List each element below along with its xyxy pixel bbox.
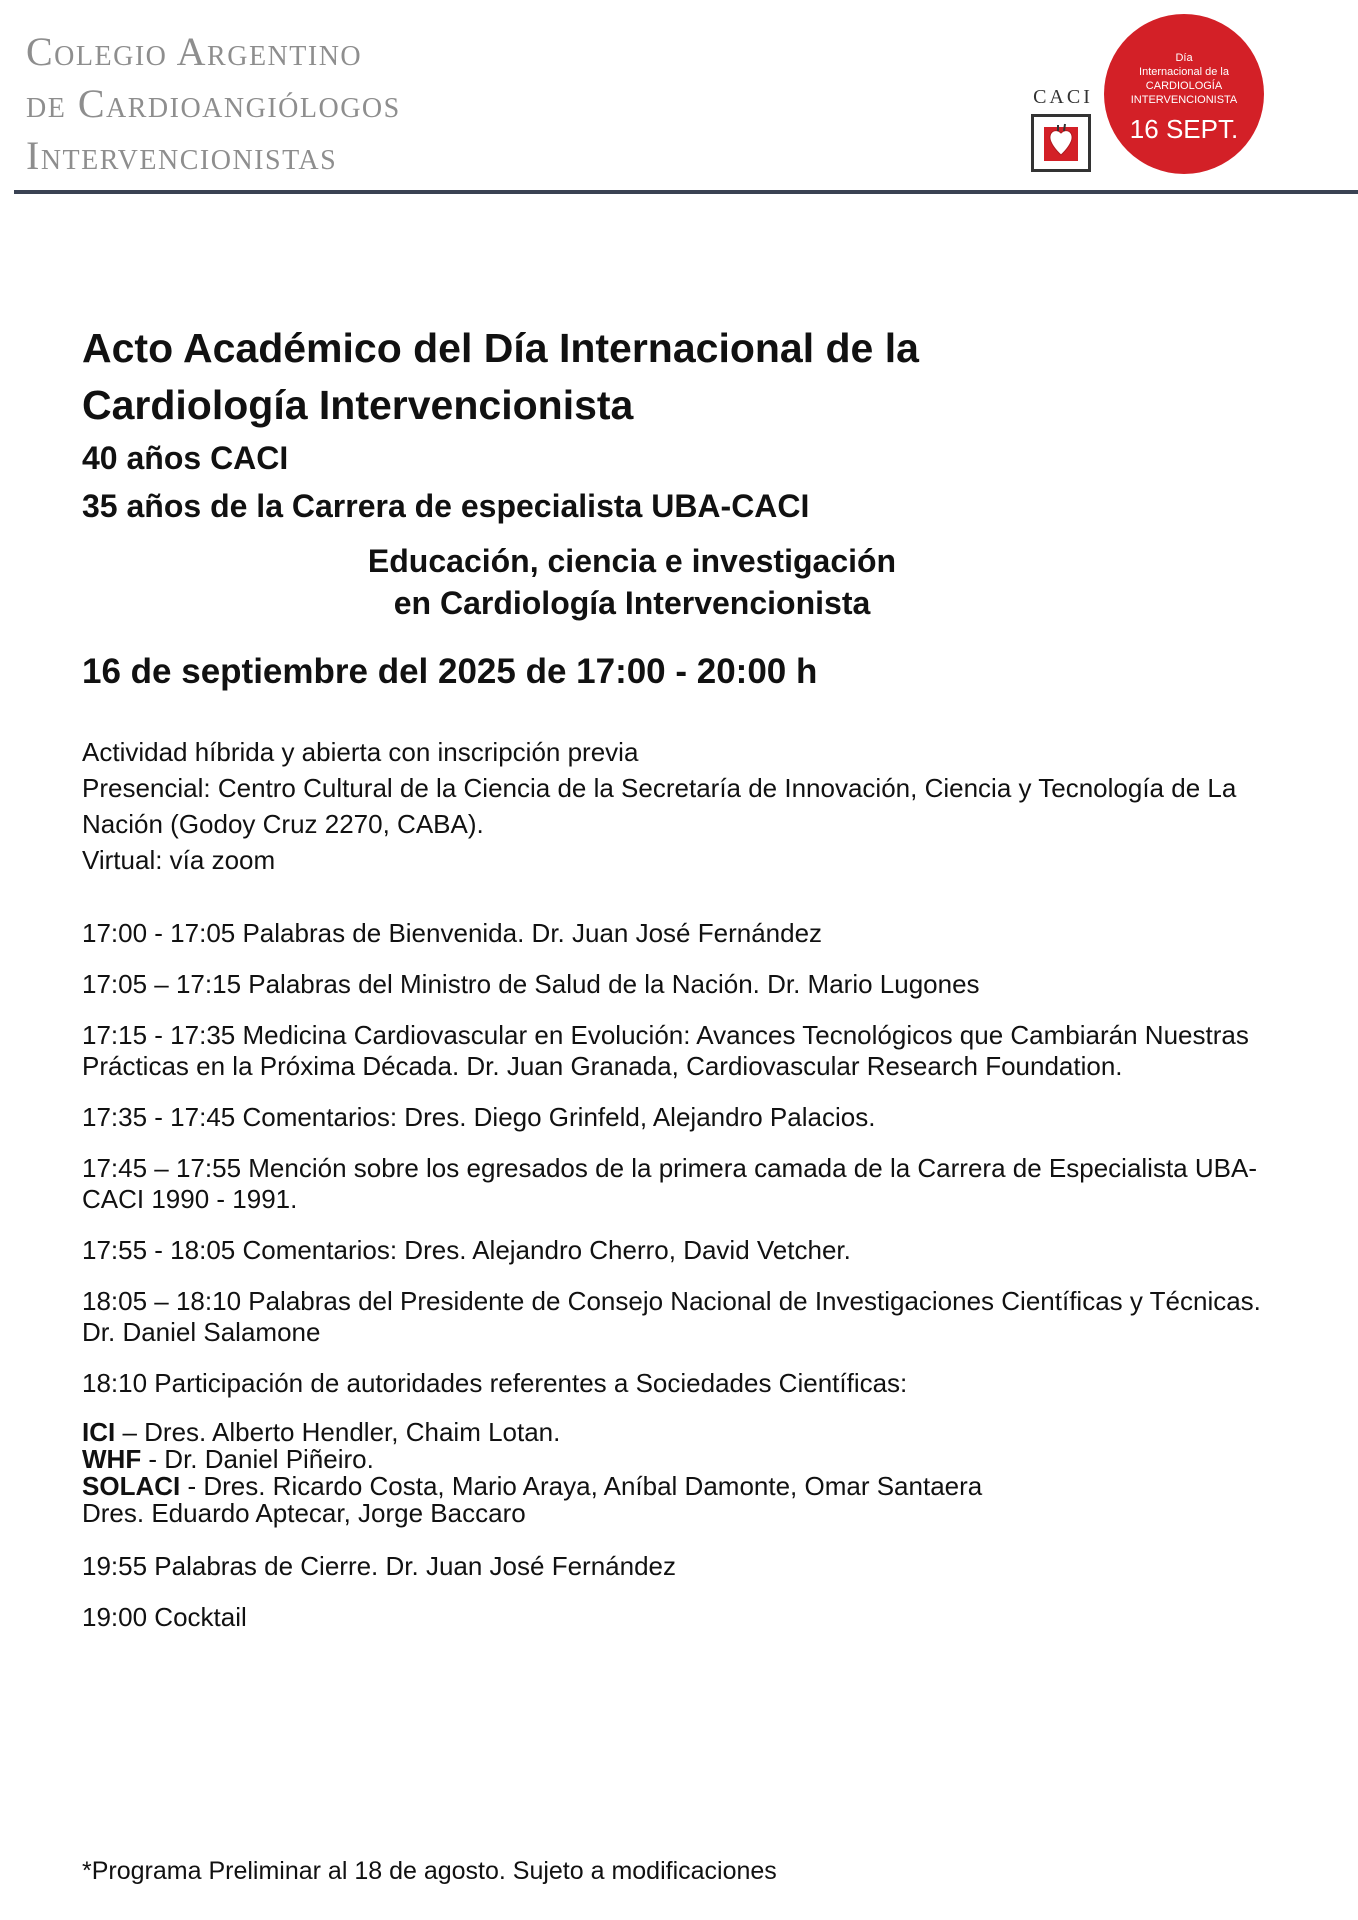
program-item-cocktail: 19:00 Cocktail	[82, 1602, 247, 1632]
international-day-badge	[1104, 14, 1264, 174]
society-abbr: WHF	[82, 1444, 142, 1474]
program-list	[82, 918, 1282, 1633]
event-subtitle-2: 35 años de la Carrera de especialista UBA-CACI	[82, 488, 810, 524]
badge-line-2: Internacional de la	[1139, 66, 1229, 78]
society-abbr: ICI	[82, 1417, 116, 1447]
badge-date: 16 SEPT.	[1129, 114, 1239, 144]
footer-note: *Programa Preliminar al 18 de agosto. Sujeto a modificaciones	[82, 1857, 777, 1885]
society-whf	[82, 1446, 1282, 1473]
main-content	[82, 320, 1282, 1653]
program-item: 17:05 – 17:15 Palabras del Ministro de Salud de la Nación. Dr. Mario Lugones	[82, 969, 980, 999]
header-divider	[14, 190, 1358, 194]
event-date: 16 de septiembre del 2025 de 17:00 - 20:00 h	[82, 652, 818, 691]
org-name-line-2: de Cardioangiólogos	[26, 81, 401, 126]
society-extra-members: Dres. Eduardo Aptecar, Jorge Baccaro	[82, 1498, 526, 1528]
society-abbr: SOLACI	[82, 1471, 181, 1501]
event-title-line-2: Cardiología Intervencionista	[82, 382, 634, 428]
caci-logo-text: CACI	[1033, 86, 1093, 108]
society-members: - Dr. Daniel Piñeiro.	[141, 1444, 374, 1474]
society-members: – Dres. Alberto Hendler, Chaim Lotan.	[115, 1417, 561, 1447]
program-item: 17:55 - 18:05 Comentarios: Dres. Alejandro Cherro, David Vetcher.	[82, 1235, 851, 1265]
badge-line-1: Día	[1175, 52, 1193, 64]
society-solaci	[82, 1473, 1282, 1500]
program-item: 17:00 - 17:05 Palabras de Bienvenida. Dr. Juan José Fernández	[82, 918, 823, 948]
event-subtitle-1: 40 años CACI	[82, 440, 289, 476]
page-header	[0, 0, 1358, 200]
societies-list	[82, 1419, 1282, 1527]
theme-line-2: en Cardiología Intervencionista	[393, 585, 871, 621]
program-item-closing: 19:55 Palabras de Cierre. Dr. Juan José Fernández	[82, 1551, 677, 1581]
program-item: 18:10 Participación de autoridades referentes a Sociedades Científicas:	[82, 1368, 908, 1398]
theme-line-1: Educación, ciencia e investigación	[367, 543, 897, 579]
program-item: 17:15 - 17:35 Medicina Cardiovascular en Evolución: Avances Tecnológicos que Cambiarán Nuestras Prácticas en la Próxima Década. Dr. Juan Granada, Cardiovascular Research Foundation.	[82, 1020, 1249, 1081]
info-venue: Presencial: Centro Cultural de la Ciencia de la Secretaría de Innovación, Ciencia y Tecnología de La Nación (Godoy Cruz 2270, CABA).	[82, 773, 1237, 839]
info-modality: Actividad híbrida y abierta con inscripción previa	[82, 737, 639, 767]
program-item: 17:35 - 17:45 Comentarios: Dres. Diego Grinfeld, Alejandro Palacios.	[82, 1102, 876, 1132]
event-info	[82, 734, 1282, 878]
badge-line-3: CARDIOLOGÍA	[1145, 80, 1223, 92]
info-virtual: Virtual: vía zoom	[82, 845, 276, 875]
event-title-line-1: Acto Académico del Día Internacional de la	[82, 325, 919, 371]
program-item: 17:45 – 17:55 Mención sobre los egresados de la primera camada de la Carrera de Especialista UBA-CACI 1990 - 1991.	[82, 1153, 1257, 1214]
society-members: - Dres. Ricardo Costa, Mario Araya, Aníbal Damonte, Omar Santaera	[180, 1471, 983, 1501]
badge-line-4: INTERVENCIONISTA	[1130, 94, 1238, 106]
org-name-line-3: Intervencionistas	[26, 133, 338, 178]
org-name-line-1: Colegio Argentino	[26, 29, 363, 74]
program-item: 18:05 – 18:10 Palabras del Presidente de Consejo Nacional de Investigaciones Científicas y Técnicas. Dr. Daniel Salamone	[82, 1286, 1261, 1347]
caci-logo-icon	[1031, 114, 1091, 172]
society-ici	[82, 1419, 1282, 1446]
organization-name	[26, 26, 401, 182]
event-theme	[82, 540, 1082, 624]
